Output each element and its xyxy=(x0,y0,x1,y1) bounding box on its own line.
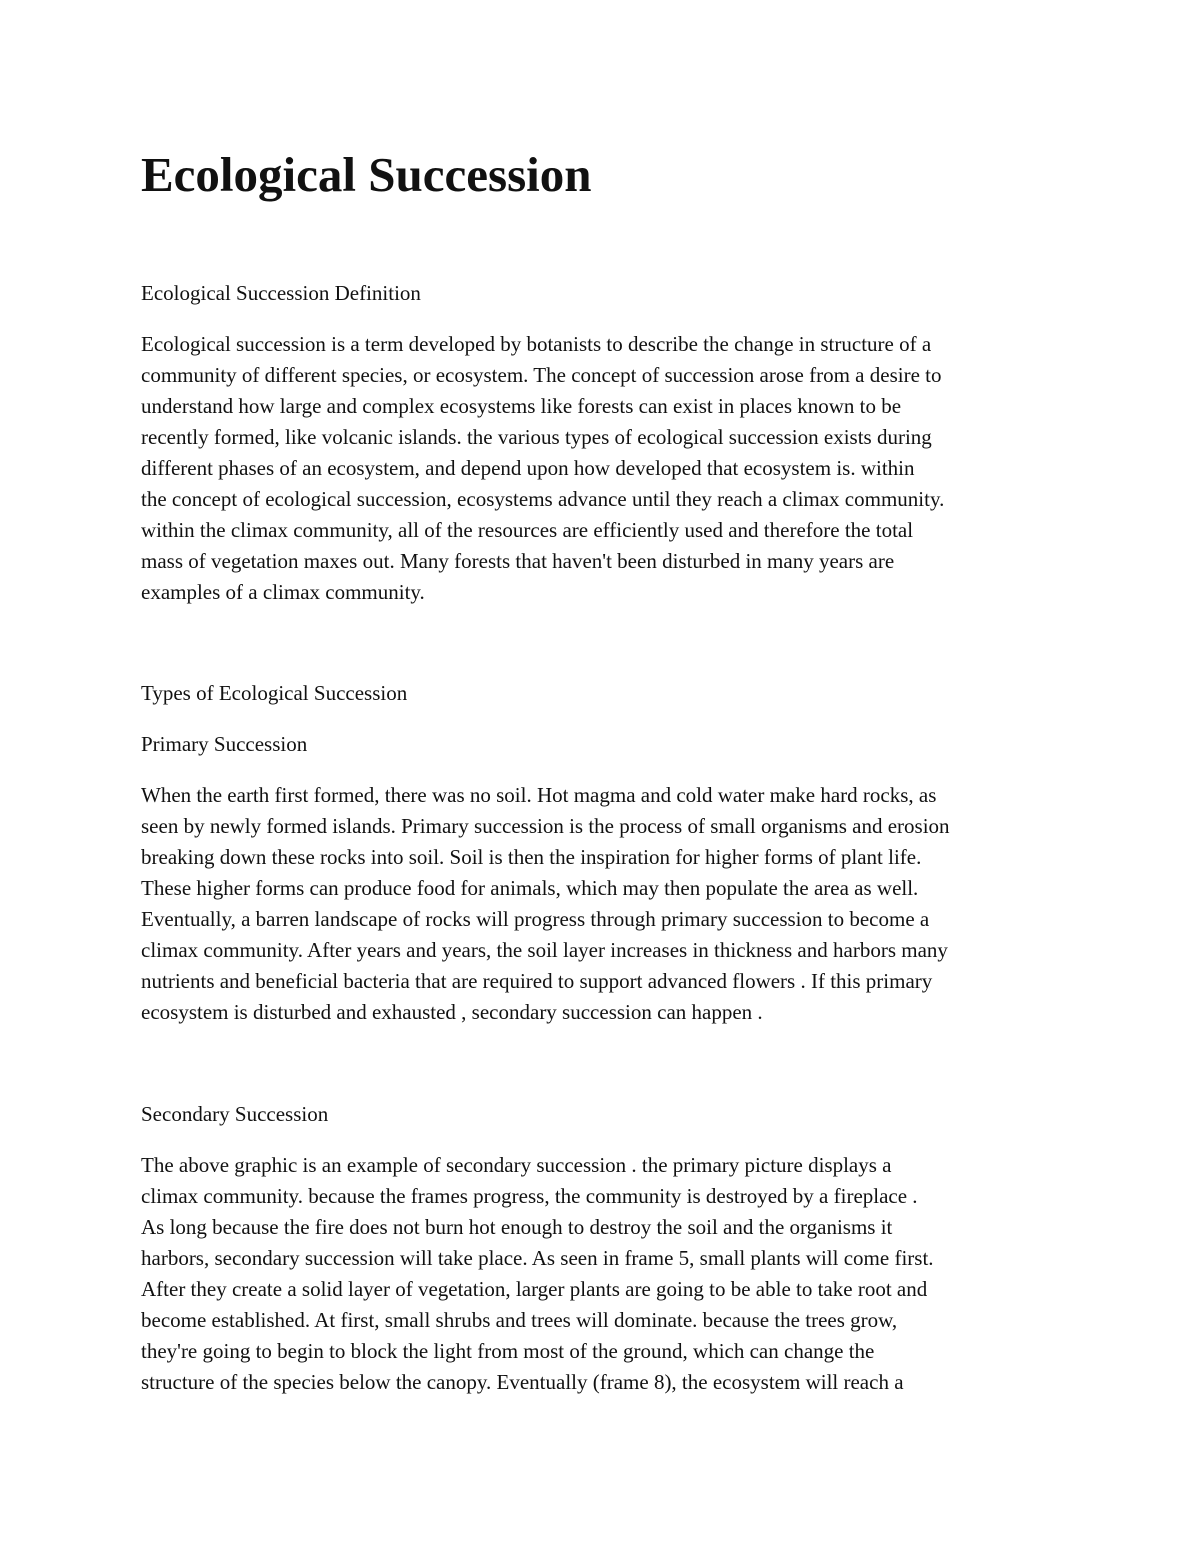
paragraph-line: the concept of ecological succession, ecosystems advance until they reach a climax community. xyxy=(141,487,945,511)
paragraph-line: climax community. because the frames progress, the community is destroyed by a fireplace . xyxy=(141,1184,918,1208)
document-title: Ecological Succession xyxy=(141,147,592,202)
paragraph-line: within the climax community, all of the resources are efficiently used and therefore the total xyxy=(141,518,914,542)
paragraph-line: different phases of an ecosystem, and depend upon how developed that ecosystem is. within xyxy=(141,456,915,480)
paragraph-line: structure of the species below the canopy. Eventually (frame 8), the ecosystem will reach a xyxy=(141,1370,904,1394)
paragraph-line: The above graphic is an example of secondary succession . the primary picture displays a xyxy=(141,1153,892,1177)
paragraph-line: mass of vegetation maxes out. Many forests that haven't been disturbed in many years are xyxy=(141,549,895,573)
paragraph-line: understand how large and complex ecosystems like forests can exist in places known to be xyxy=(141,394,902,418)
paragraph-line: When the earth first formed, there was no soil. Hot magma and cold water make hard rocks, as xyxy=(141,783,937,807)
paragraph-line: become established. At first, small shrubs and trees will dominate. because the trees grow, xyxy=(141,1308,898,1332)
section-heading-definition: Ecological Succession Definition xyxy=(141,281,421,305)
section-heading-secondary: Secondary Succession xyxy=(141,1102,329,1126)
paragraph-line: examples of a climax community. xyxy=(141,580,425,604)
paragraph-line: Eventually, a barren landscape of rocks will progress through primary succession to become a xyxy=(141,907,930,931)
paragraph-line: they're going to begin to block the light from most of the ground, which can change the xyxy=(141,1339,875,1363)
paragraph-line: nutrients and beneficial bacteria that are required to support advanced flowers . If this primary xyxy=(141,969,933,993)
paragraph-line: breaking down these rocks into soil. Soil is then the inspiration for higher forms of plant life. xyxy=(141,845,922,869)
section-heading-types: Types of Ecological Succession xyxy=(141,681,408,705)
paragraph-line: community of different species, or ecosystem. The concept of succession arose from a desire to xyxy=(141,363,942,387)
paragraph-line: ecosystem is disturbed and exhausted , secondary succession can happen . xyxy=(141,1000,763,1024)
paragraph-line: climax community. After years and years, the soil layer increases in thickness and harbors many xyxy=(141,938,948,962)
paragraph-line: harbors, secondary succession will take place. As seen in frame 5, small plants will come first. xyxy=(141,1246,934,1270)
paragraph-line: Ecological succession is a term developed by botanists to describe the change in structure of a xyxy=(141,332,932,356)
paragraph-line: As long because the fire does not burn hot enough to destroy the soil and the organisms it xyxy=(141,1215,893,1239)
paragraph-line: After they create a solid layer of vegetation, larger plants are going to be able to take root and xyxy=(141,1277,928,1301)
paragraph-line: These higher forms can produce food for animals, which may then populate the area as well. xyxy=(141,876,919,900)
paragraph-line: seen by newly formed islands. Primary succession is the process of small organisms and erosion xyxy=(141,814,950,838)
paragraph-line: recently formed, like volcanic islands. the various types of ecological succession exists during xyxy=(141,425,932,449)
section-heading-primary: Primary Succession xyxy=(141,732,308,756)
